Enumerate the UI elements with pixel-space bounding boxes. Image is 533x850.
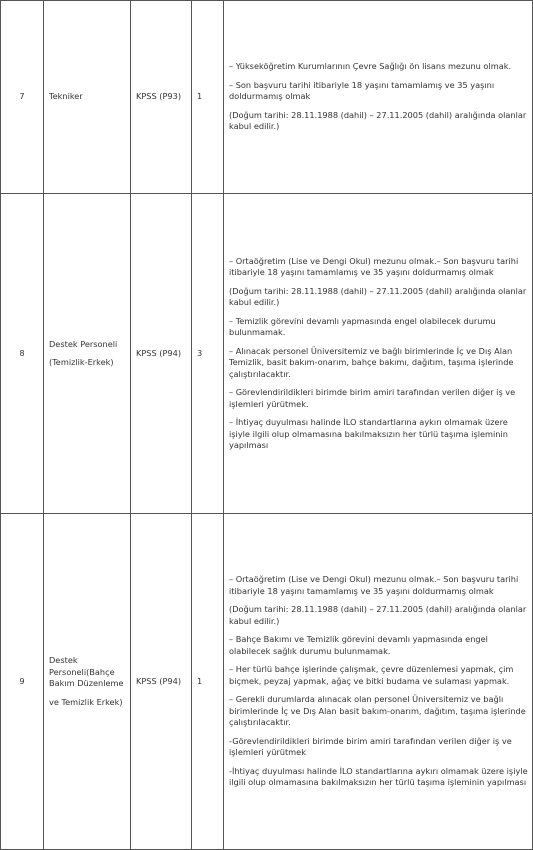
requirement-item: (Doğum tarihi: 28.11.1988 (dahil) – 27.11.2005 (dahil) aralığında olanlar kabul edilir.)	[229, 604, 527, 626]
requirement-item: – Ortaöğretim (Lise ve Dengi Okul) mezunu olmak.– Son başvuru tarihi itibariyle 18 yaşını tamamlamış ve 35 yaşını doldurmamış olmak	[229, 255, 519, 277]
row-number: 9	[1, 514, 44, 850]
position-title-line: Tekniker	[49, 91, 83, 102]
requirement-item: – Gerekli durumlarda alınacak olan personel Üniversitemiz ve bağlı birimlerinde İç ve Dış Alan basit bakım-onarım, dağıtım, taşıma işlerinde çalıştırılacaktır.	[229, 694, 526, 728]
position-title	[44, 194, 131, 514]
exam-score-type: KPSS (P94)	[131, 194, 192, 514]
row-number: 7	[1, 1, 44, 194]
position-count: 1	[192, 1, 224, 194]
position-title-line: Destek Personeli(Bahçe Bakım Düzenleme	[49, 655, 124, 688]
table-row	[1, 514, 533, 850]
table-row	[1, 194, 533, 514]
requirement-item: – Ortaöğretim (Lise ve Dengi Okul) mezunu olmak.– Son başvuru tarihi itibariyle 18 yaşını tamamlamış ve 35 yaşını doldurmamış olmak	[229, 574, 519, 596]
position-title	[44, 1, 131, 194]
position-title-line: ve Temizlik Erkek)	[49, 696, 123, 707]
requirement-item: -İhtiyaç duyulması halinde İLO standartlarına aykırı olmamak üzere işiyle ilgili olup olmamasına bakılmaksızın her türlü taşıma işleminin yapılması	[229, 765, 528, 788]
requirements-cell	[224, 514, 533, 850]
requirement-item: – Son başvuru tarihi itibariyle 18 yaşını tamamlamış ve 35 yaşını doldurmamış olmak	[229, 79, 495, 102]
row-number: 8	[1, 194, 44, 514]
table-row	[1, 1, 533, 194]
exam-score-type: KPSS (P93)	[131, 1, 192, 194]
requirement-item: – İhtiyaç duyulması halinde İLO standartlarına aykırı olmamak üzere işiyle ilgili olup olmamasına bakılmaksızın her türlü taşıma işleminin yapılması	[229, 417, 508, 450]
requirement-item: – Yükseköğretim Kurumlarının Çevre Sağlığı ön lisans mezunu olmak.	[229, 61, 512, 72]
exam-score-type: KPSS (P94)	[131, 514, 192, 850]
requirement-item: (Doğum tarihi: 28.11.1988 (dahil) – 27.11.2005 (dahil) aralığında olanlar kabul edilir.)	[229, 285, 527, 307]
position-title-line: (Temizlik-Erkek)	[49, 357, 114, 367]
position-count: 1	[192, 514, 224, 850]
requirement-item: -Görevlendirildikleri birimde birim amiri tarafından verilen diğer iş ve işlemleri yürütmek	[229, 735, 512, 758]
requirement-item: (Doğum tarihi: 28.11.1988 (dahil) – 27.11.2005 (dahil) aralığında olanlar kabul edilir.)	[229, 109, 527, 132]
position-count: 3	[192, 194, 224, 514]
requirements-cell	[224, 194, 533, 514]
requirement-item: – Görevlendirildikleri birimde birim amiri tarafından verilen diğer iş ve işlemleri yürütmek.	[229, 387, 516, 409]
requirement-item: – Her türlü bahçe işlerinde çalışmak, çevre düzenlemesi yapmak, çim biçmek, peyzaj yapmak, ağaç ve bitki budama ve sulaması yapmak.	[229, 664, 514, 686]
position-title-line: Destek Personeli	[49, 338, 118, 349]
position-title	[44, 514, 131, 850]
requirements-cell	[224, 1, 533, 194]
requirement-item: – Temizlik görevini devamlı yapmasında engel olabilecek durumu bulunmamak.	[229, 315, 496, 337]
requirement-item: – Bahçe Bakımı ve Temizlik görevini devamlı yapmasında engel olabilecek sağlık durumu bulunmamak.	[229, 634, 488, 656]
requirement-item: – Alınacak personel Üniversitemiz ve bağlı birimlerinde İç ve Dış Alan Temizlik, basit bakım-onarım, bahçe bakımı, dağıtım, taşıma işlerinde çalıştırılacaktır.	[229, 345, 514, 379]
